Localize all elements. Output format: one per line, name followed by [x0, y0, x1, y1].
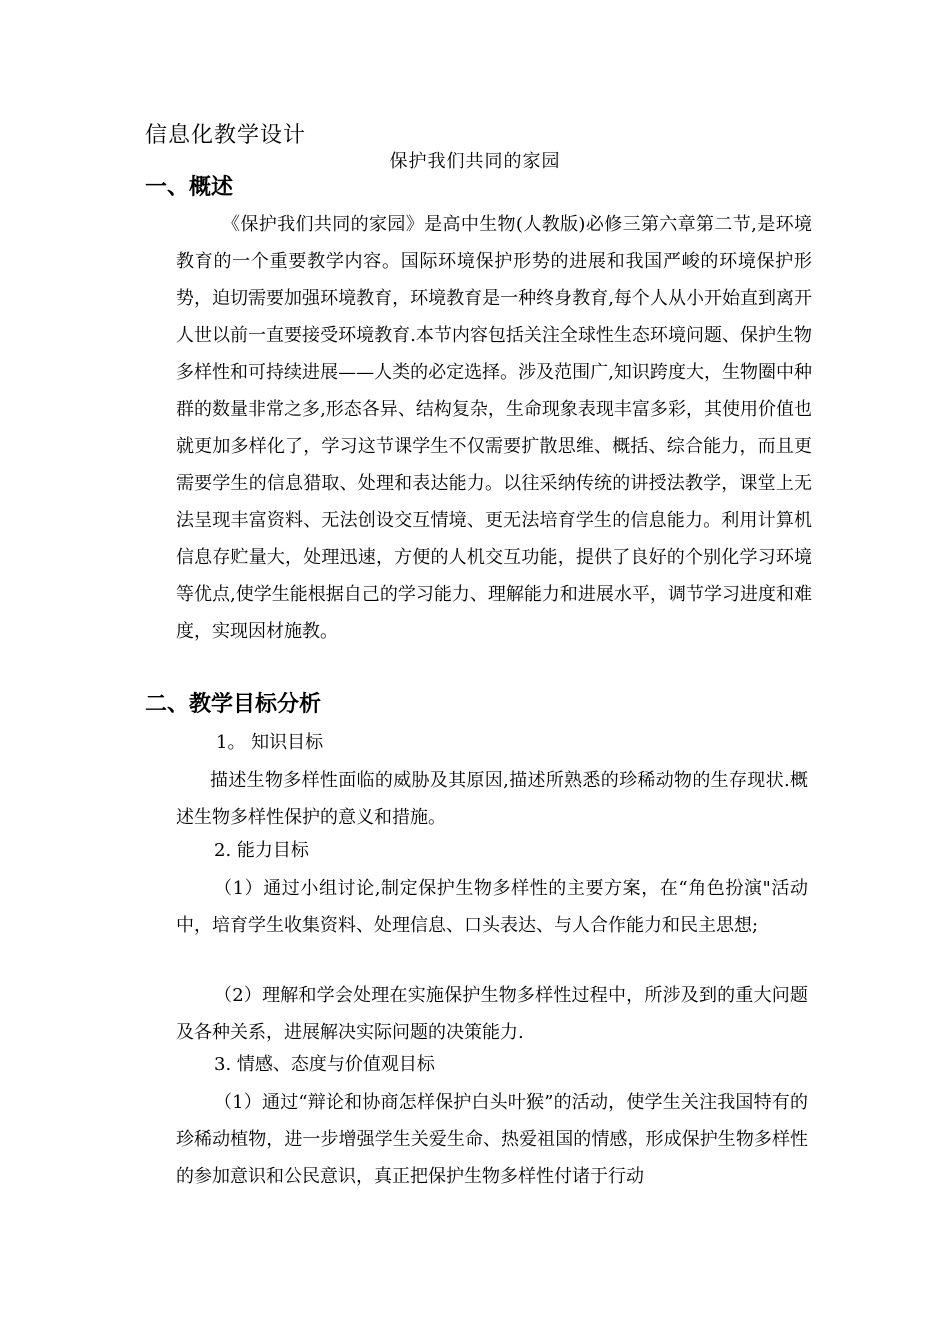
- goal-knowledge-text: 描述生物多样性面临的威胁及其原因,描述所熟悉的珍稀动物的生存现状.概述生物多样性保护的意义和措施。: [176, 770, 808, 828]
- goal-ability-item-1: （1）通过小组讨论,制定保护生物多样性的主要方案，在“角色扮演"活动中，培育学生收集资料、处理信息、口头表达、与人合作能力和民主思想;: [176, 878, 808, 936]
- goal-ability-item-2: （2）理解和学会处理在实施保护生物多样性过程中，所涉及到的重大问题及各种关系，进展解决实际问题的决策能力.: [176, 985, 808, 1043]
- overview-paragraph: 《保护我们共同的家园》是高中生物(人教版)必修三第六章第二节,是环境教育的一个重要教学内容。国际环境保护形势的进展和我国严峻的环境保护形势，迫切需要加强环境教育，环境教育是一种终身教育,每个人从小开始直到离开人世以前一直要接受环境教育.本节内容包括关注全球性生态环境问题、保护生物多样性和可持续进展——人类的必定选择。涉及范围广,知识跨度大，生物圈中种群的数量非常之多,形态各异、结构复杂，生命现象表现丰富多彩，其使用价值也就更加多样化了，学习这节课学生不仅需要扩散思维、概括、综合能力，而且更需要学生的信息猎取、处理和表达能力。以往采纳传统的讲授法教学，课堂上无法呈现丰富资料、无法创设交互情境、更无法培育学生的信息能力。利用计算机信息存贮量大，处理迅速，方便的人机交互功能，提供了良好的个别化学习环境等优点,使学生能根据自己的学习能力、理解能力和进展水平，调节学习进度和难度，实现因材施教。: [176, 214, 812, 642]
- section-heading-overview: 一、概述: [145, 175, 234, 200]
- document-label: 信息化教学设计: [145, 123, 307, 148]
- goal-emotion-item-1: （1）通过“辩论和协商怎样保护白头叶猴”的活动，使学生关注我国特有的珍稀动植物，进一步增强学生关爱生命、热爱祖国的情感，形成保护生物多样性的参加意识和公民意识，真正把保护生物多样性付诸于行动: [176, 1092, 808, 1187]
- section-heading-goals: 二、教学目标分析: [145, 692, 322, 717]
- document-title: 保护我们共同的家园: [389, 151, 561, 172]
- goal-emotion-title: 3. 情感、态度与价值观目标: [214, 1054, 435, 1075]
- goal-knowledge-title: 1。 知识目标: [216, 732, 324, 753]
- goal-ability-title: 2. 能力目标: [214, 840, 309, 861]
